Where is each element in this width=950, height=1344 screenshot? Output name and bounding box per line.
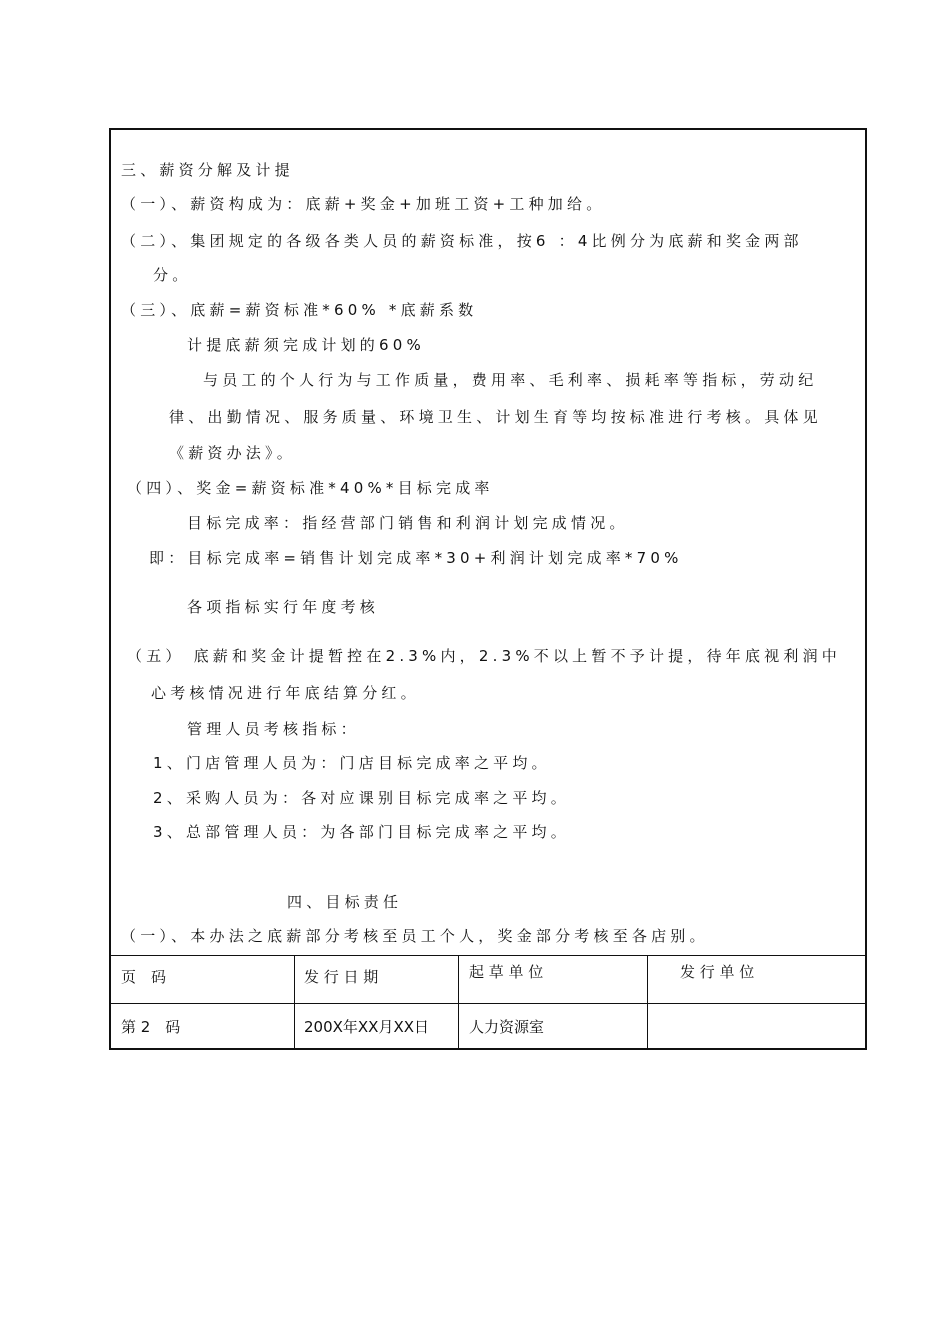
value-issue-date: 200X年XX月XX日 [304, 1018, 430, 1036]
paragraph-3: （三）、底薪=薪资标准*60% *底薪系数 [121, 301, 478, 319]
header-page-number: 页 码 [121, 968, 167, 986]
management-heading: 管理人员考核指标： [187, 720, 360, 738]
table-divider [458, 955, 459, 1050]
paragraph-5: （五） 底薪和奖金计提暂控在2.3%内，2.3%不以上暂不予计提，待年底视利润中 [127, 647, 841, 665]
paragraph-2: （二）、集团规定的各级各类人员的薪资标准，按6 ：4比例分为底薪和奖金两部 [121, 232, 803, 250]
document-frame [109, 128, 867, 1050]
paragraph-3-note: 计提底薪须完成计划的60% [187, 336, 425, 354]
paragraph-4-annual: 各项指标实行年度考核 [187, 598, 380, 616]
paragraph-4-note: 目标完成率：指经营部门销售和利润计划完成情况。 [187, 514, 629, 532]
management-item-3: 3、总部管理人员：为各部门目标完成率之平均。 [153, 823, 570, 841]
management-item-2: 2、采购人员为：各对应课别目标完成率之平均。 [153, 789, 570, 807]
management-item-1: 1、门店管理人员为：门店目标完成率之平均。 [153, 754, 551, 772]
paragraph-4-formula: 即：目标完成率=销售计划完成率*30+利润计划完成率*70% [149, 549, 683, 567]
value-page-number: 第 2 码 [121, 1018, 181, 1036]
paragraph-3-detail-end: 《薪资办法》。 [169, 444, 296, 462]
paragraph-3-detail: 与员工的个人行为与工作质量，费用率、毛利率、损耗率等指标，劳动纪 [203, 371, 818, 389]
paragraph-4: （四）、奖金=薪资标准*40%*目标完成率 [127, 479, 494, 497]
section-heading-4: 四、目标责任 [287, 893, 403, 911]
paragraph-2-cont: 分。 [153, 266, 192, 284]
value-draft-unit: 人力资源室 [469, 1018, 545, 1036]
table-divider [647, 955, 648, 1050]
header-issue-date: 发 行 日 期 [304, 968, 379, 986]
paragraph-5-cont: 心考核情况进行年底结算分红。 [151, 684, 420, 702]
paragraph-1: （一）、薪资构成为：底薪+奖金+加班工资+工种加给。 [121, 195, 606, 213]
table-middle-border [111, 1003, 865, 1004]
footer-table [111, 955, 865, 1050]
section-heading-3: 三、薪资分解及计提 [121, 161, 294, 179]
table-divider [294, 955, 295, 1050]
paragraph-responsibility-1: （一）、本办法之底薪部分考核至员工个人，奖金部分考核至各店别。 [121, 927, 709, 945]
paragraph-3-detail-cont: 律、出勤情况、服务质量、环境卫生、计划生育等均按标准进行考核。具体见 [169, 408, 822, 426]
header-issuing-unit: 发 行 单 位 [680, 963, 755, 981]
table-top-border [111, 955, 865, 956]
header-draft-unit: 起 草 单 位 [469, 963, 544, 981]
